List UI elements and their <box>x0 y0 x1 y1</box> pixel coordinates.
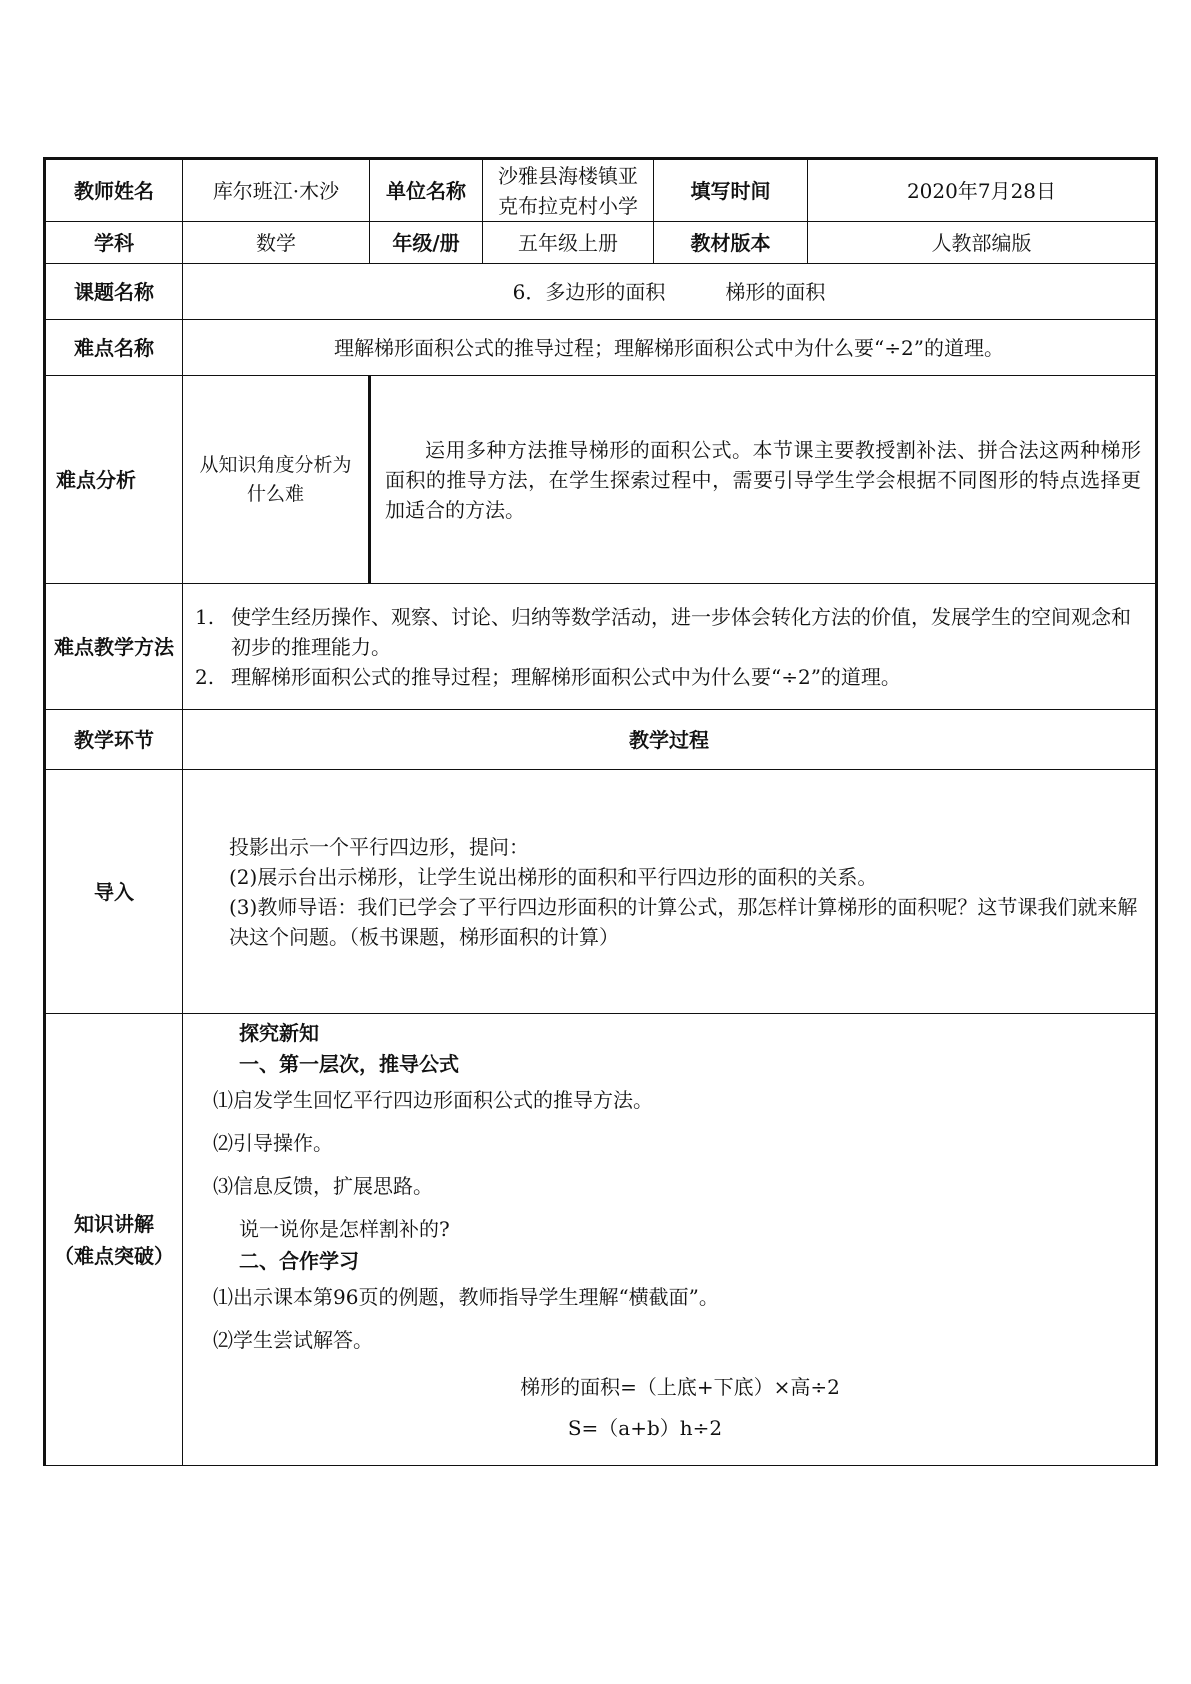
method-item <box>195 662 1143 692</box>
section-two-heading: 二、合作学习 <box>239 1249 359 1273</box>
analysis-text: 运用多种方法推导梯形的面积公式。本节课主要教授割补法、拼合法这两种梯形面积的推导方法，在学生探索过程中，需要引导学生学会根据不同图形的特点选择更加适合的方法。 <box>385 437 1141 522</box>
section-one-item: ⑶信息反馈，扩展思路。 <box>213 1174 433 1198</box>
edition-value: 人教部编版 <box>808 222 1157 264</box>
topic-value: 6．多边形的面积 梯形的面积 <box>183 264 1157 320</box>
analysis-text-cell <box>370 376 1157 584</box>
knowledge-heading: 探究新知 <box>239 1021 319 1045</box>
teacher-name-value: 库尔班江·木沙 <box>183 159 370 222</box>
method-item-text: 理解梯形面积公式的推导过程；理解梯形面积公式中为什么要“÷2”的道理。 <box>231 664 901 689</box>
analysis-label: 难点分析 <box>45 376 183 584</box>
method-item-number: 2. <box>195 664 215 689</box>
section-one-item: ⑵引导操作。 <box>213 1131 333 1155</box>
method-item-text: 使学生经历操作、观察、讨论、归纳等数学活动，进一步体会转化方法的价值，发展学生的空间观念和初步的推理能力。 <box>231 604 1131 659</box>
analysis-sub-label: 从知识角度分析为什么难 <box>183 376 370 584</box>
knowledge-cell <box>183 1014 1157 1466</box>
method-cell <box>183 584 1157 710</box>
teaching-process-label: 教学过程 <box>183 710 1157 770</box>
knowledge-label <box>45 1014 183 1466</box>
intro-cell <box>183 770 1157 1014</box>
unit-name-label: 单位名称 <box>370 159 483 222</box>
subject-value: 数学 <box>183 222 370 264</box>
section-two-item: ⑴出示课本第96页的例题，教师指导学生理解“横截面”。 <box>213 1285 719 1309</box>
unit-name-value: 沙雅县海楼镇亚克布拉克村小学 <box>483 159 654 222</box>
section-two-item: ⑵学生尝试解答。 <box>213 1328 373 1352</box>
subject-label: 学科 <box>45 222 183 264</box>
section-one-note: 说一说你是怎样割补的? <box>239 1217 450 1241</box>
trapezoid-area-formula: 梯形的面积=（上底+下底）×高÷2 <box>520 1375 840 1399</box>
difficulty-value: 理解梯形面积公式的推导过程；理解梯形面积公式中为什么要“÷2”的道理。 <box>183 320 1157 376</box>
knowledge-label-line2: （难点突破） <box>54 1243 174 1268</box>
intro-line: (2)展示台出示梯形，让学生说出梯形的面积和平行四边形的面积的关系。 <box>229 864 878 889</box>
grade-label: 年级/册 <box>370 222 483 264</box>
teaching-stage-label: 教学环节 <box>45 710 183 770</box>
method-label: 难点教学方法 <box>45 584 183 710</box>
grade-value: 五年级上册 <box>483 222 654 264</box>
trapezoid-area-formula-symbolic: S=（a+b）h÷2 <box>567 1416 723 1440</box>
section-one-item: ⑴启发学生回忆平行四边形面积公式的推导方法。 <box>213 1088 653 1112</box>
method-list <box>183 602 1155 692</box>
intro-content <box>183 832 1155 952</box>
fill-date-label: 填写时间 <box>654 159 808 222</box>
fill-date-value: 2020年7月28日 <box>808 159 1157 222</box>
knowledge-label-line1: 知识讲解 <box>74 1211 154 1236</box>
method-item-number: 1. <box>195 604 215 629</box>
intro-line: 投影出示一个平行四边形，提问： <box>229 834 529 859</box>
method-item <box>195 602 1143 662</box>
difficulty-label: 难点名称 <box>45 320 183 376</box>
intro-line: (3)教师导语：我们已学会了平行四边形面积的计算公式，那怎样计算梯形的面积呢？这节课我们就来解决这个问题。（板书课题，梯形面积的计算） <box>229 894 1138 949</box>
edition-label: 教材版本 <box>654 222 808 264</box>
topic-label: 课题名称 <box>45 264 183 320</box>
intro-label: 导入 <box>45 770 183 1014</box>
section-one-heading: 一、第一层次，推导公式 <box>239 1052 459 1076</box>
teacher-name-label: 教师姓名 <box>45 159 183 222</box>
lesson-plan-table <box>43 157 1158 1466</box>
knowledge-content <box>183 1014 1155 1458</box>
